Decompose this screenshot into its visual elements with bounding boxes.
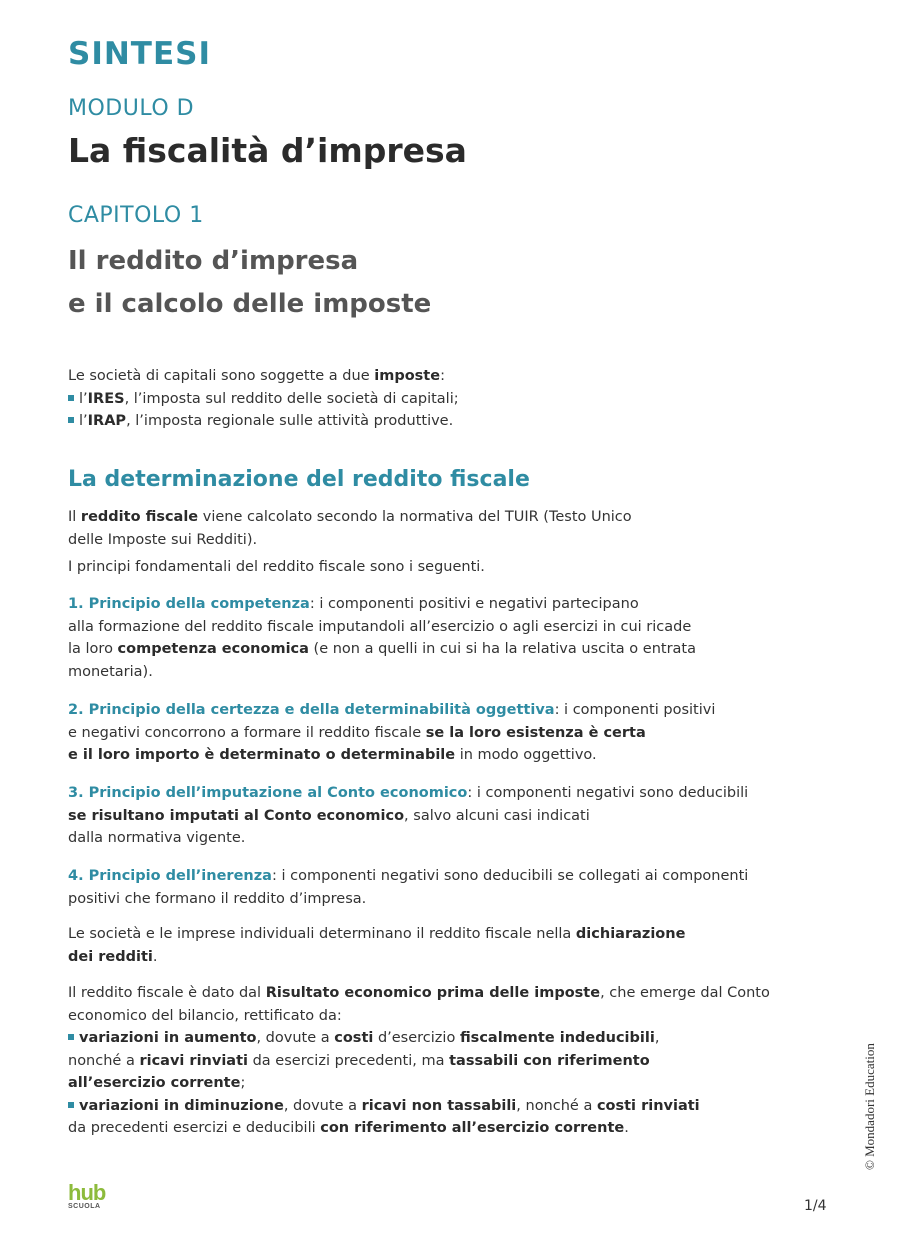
p3-text: . (152, 948, 158, 965)
principle-4-text: : i componenti negativi sono deducibili se collegati ai componenti (271, 868, 749, 884)
p4-bold: variazioni in aumento (79, 1030, 257, 1046)
p4-bold: tassabili con riferimento (449, 1052, 650, 1069)
bullet-icon (68, 1102, 74, 1108)
p3-text: Le società e le imprese individuali determinano il reddito fiscale nella (68, 926, 576, 942)
intro-bullet-irap (68, 410, 848, 433)
principle-1-bold: competenza economica (117, 641, 309, 657)
p4-bold: variazioni in diminuzione (79, 1097, 284, 1114)
p1-text: Il (68, 509, 81, 525)
paragraph-dichiarazione (68, 923, 848, 968)
p4-text: , (654, 1030, 660, 1046)
principle-3 (68, 782, 848, 850)
p3-bold: dei redditi (68, 948, 153, 965)
principle-4-text: positivi che formano il reddito d’impresa. (68, 890, 367, 907)
principle-1-label: 1. Principio della competenza (68, 596, 310, 612)
intro-colon: : (440, 368, 445, 384)
intro-bold: imposte (374, 368, 441, 384)
paragraph-reddito (68, 506, 848, 551)
hub-scuola-logo (68, 1180, 106, 1210)
principle-1 (68, 593, 848, 683)
ires-term: IRES (87, 390, 125, 407)
intro-line (68, 365, 848, 388)
paragraph-risultato (68, 982, 848, 1140)
p4-text: da esercizi precedenti, ma (247, 1052, 450, 1069)
bullet-diminuzione (68, 1095, 848, 1118)
principle-1-text: la loro (68, 641, 118, 657)
bullet-icon (68, 1034, 74, 1040)
section-title: La determinazione del reddito fiscale (68, 467, 530, 492)
bullet-text: l’ (79, 413, 88, 429)
principle-3-bold: se risultano imputati al Conto economico (68, 807, 405, 824)
capitolo-title (68, 240, 431, 326)
p4-text: da precedenti esercizi e deducibili (68, 1120, 321, 1136)
irap-term: IRAP (87, 413, 127, 429)
p4-text: , dovute a (256, 1030, 335, 1046)
p4-bold: costi rinviati (596, 1097, 700, 1114)
principle-2-text: in modo oggettivo. (455, 747, 597, 763)
p4-text: , nonché a (516, 1097, 597, 1114)
capitolo-title-line1: Il reddito d’impresa (68, 246, 359, 276)
p4-text: d’esercizio (373, 1030, 460, 1046)
capitolo-label: CAPITOLO 1 (68, 203, 204, 228)
paragraph-principi: I principi fondamentali del reddito fiscale sono i seguenti. (68, 559, 485, 575)
p4-text: , dovute a (283, 1097, 362, 1114)
p4-text: economico del bilancio, rettificato da: (68, 1007, 342, 1024)
p1-term: reddito fiscale (80, 509, 199, 525)
bullet-text: l’ (79, 390, 88, 407)
principle-3-text: dalla normativa vigente. (68, 830, 246, 846)
p4-bold: costi (334, 1030, 374, 1046)
p4-bold: con riferimento all’esercizio corrente (320, 1120, 625, 1136)
p4-bold: all’esercizio corrente (68, 1075, 241, 1091)
p3-bold: dichiarazione (575, 926, 686, 942)
principle-2-text: : i componenti positivi (554, 702, 716, 718)
capitolo-title-line2: e il calcolo delle imposte (68, 289, 432, 319)
principle-1-text: : i componenti positivi e negativi partecipano (309, 596, 639, 612)
bullet-icon (68, 417, 74, 423)
p4-bold: ricavi rinviati (139, 1052, 248, 1069)
bullet-aumento (68, 1027, 848, 1050)
principle-2-text: e negativi concorrono a formare il reddito fiscale (68, 724, 426, 741)
p1-line2: delle Imposte sui Redditi). (68, 531, 258, 548)
principle-3-text: , salvo alcuni casi indicati (404, 807, 590, 824)
bullet-text: , l’imposta regionale sulle attività produttive. (126, 413, 454, 429)
logo-sub: SCUOLA (68, 1203, 101, 1210)
modulo-label: MODULO D (68, 96, 195, 121)
p4-bold: Risultato economico prima delle imposte (265, 985, 601, 1001)
p4-text: nonché a (68, 1052, 140, 1069)
principle-1-text: monetaria). (68, 663, 153, 680)
principle-3-label: 3. Principio dell’imputazione al Conto economico (68, 785, 468, 801)
principle-2-bold: se la loro esistenza è certa (425, 724, 646, 741)
p4-text: Il reddito fiscale è dato dal (68, 985, 266, 1001)
principle-4-label: 4. Principio dell’inerenza (68, 868, 272, 884)
intro-bullet-ires (68, 388, 848, 411)
intro-block (68, 365, 848, 433)
principle-2-bold: e il loro importo è determinato o determinabile (68, 747, 456, 763)
principle-3-text: : i componenti negativi sono deducibili (467, 785, 749, 801)
bullet-text: , l’imposta sul reddito delle società di capitali; (124, 390, 459, 407)
logo-main: hub (68, 1180, 106, 1205)
p4-text: ; (240, 1075, 246, 1091)
principle-1-text: (e non a quelli in cui si ha la relativa uscita o entrata (308, 641, 696, 657)
copyright-text: © Mondadori Education (862, 1043, 877, 1170)
p4-text: . (624, 1120, 629, 1136)
principle-2-label: 2. Principio della certezza e della determinabilità oggettiva (68, 702, 555, 718)
sintesi-label: SINTESI (68, 36, 211, 72)
intro-text: Le società di capitali sono soggette a due (68, 368, 375, 384)
modulo-title: La fiscalità d’impresa (68, 131, 467, 170)
p4-bold: fiscalmente indeducibili (459, 1030, 655, 1046)
principle-2 (68, 699, 848, 767)
principle-1-text: alla formazione del reddito fiscale imputandoli all’esercizio o agli esercizi in cui ricade (68, 618, 692, 635)
page-number: 1/4 (804, 1198, 827, 1214)
p4-bold: ricavi non tassabili (361, 1097, 517, 1114)
bullet-icon (68, 395, 74, 401)
principle-4 (68, 865, 848, 910)
p4-text: , che emerge dal Conto (600, 985, 770, 1001)
p1-text: viene calcolato secondo la normativa del TUIR (Testo Unico (198, 509, 632, 525)
